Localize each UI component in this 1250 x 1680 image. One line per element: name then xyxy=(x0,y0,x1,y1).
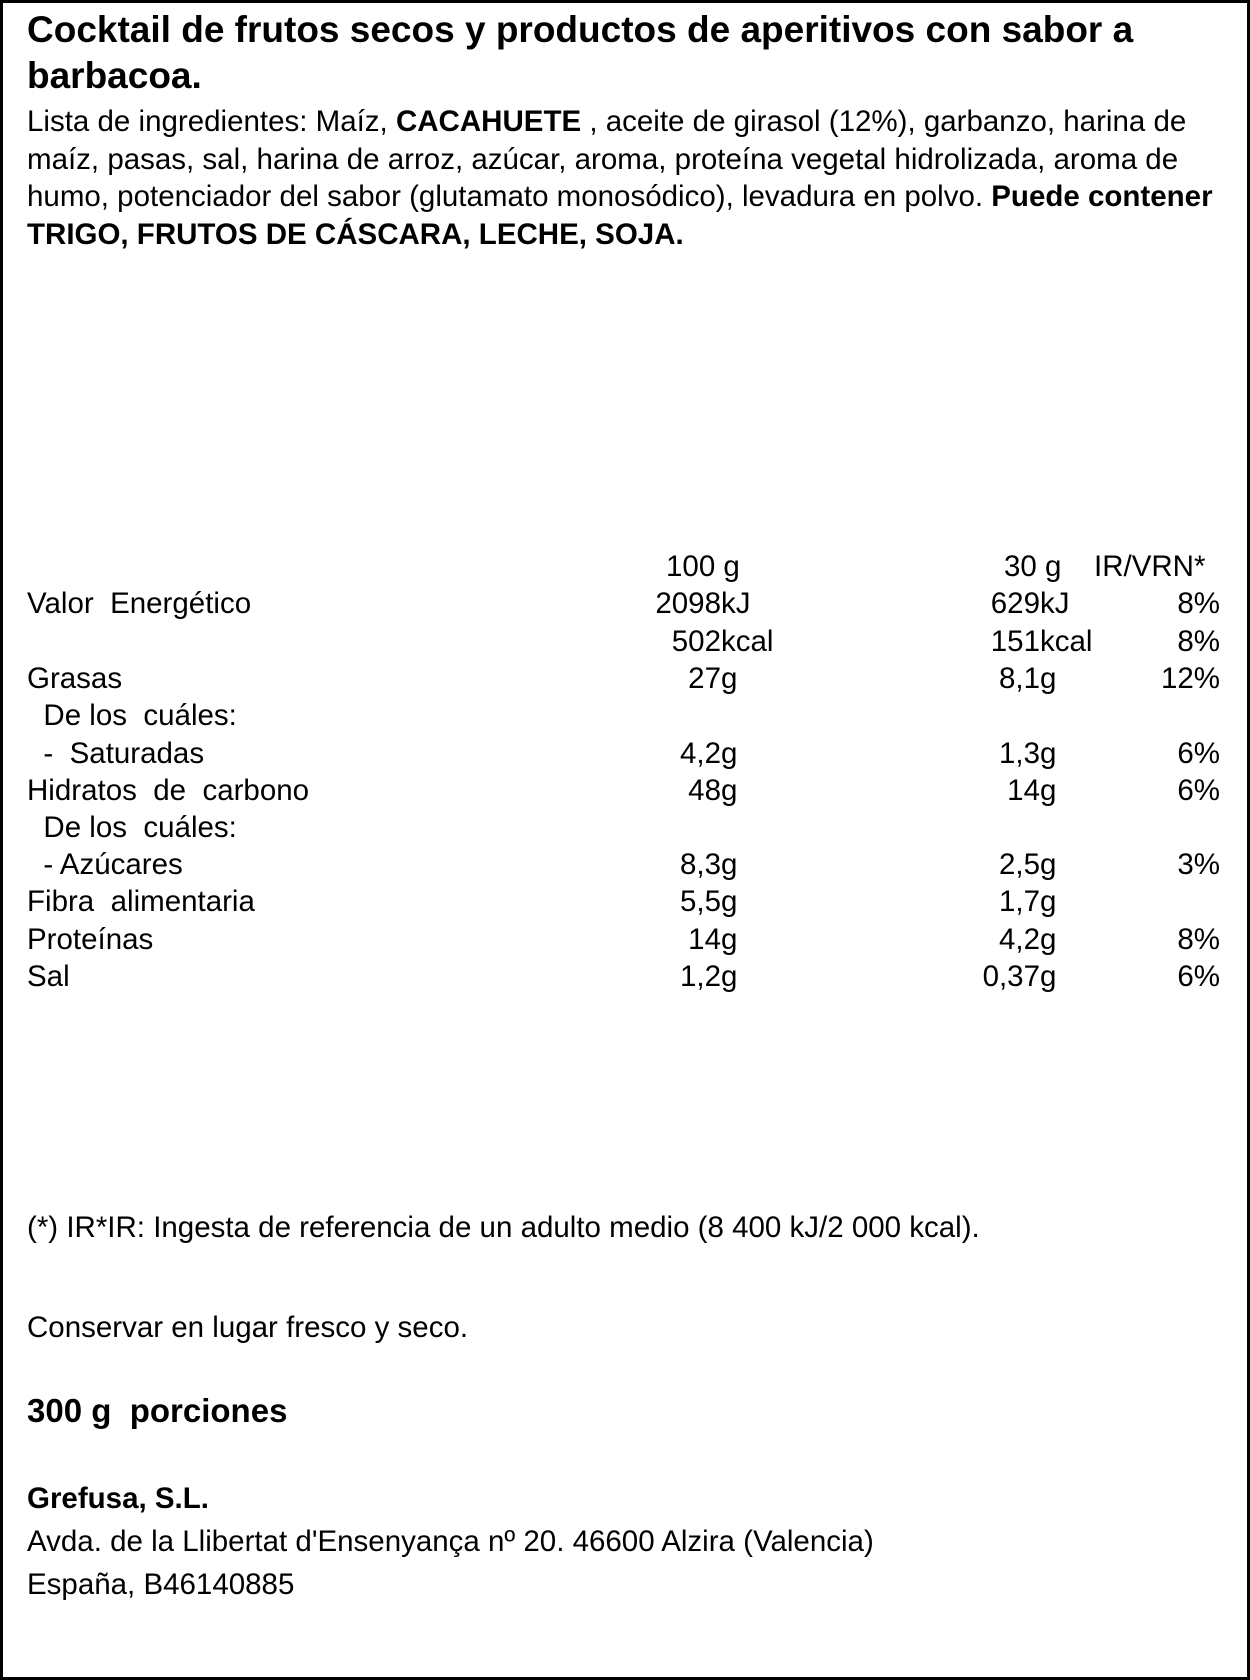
value-ir: 6% xyxy=(1177,737,1220,770)
value-30g: 629 xyxy=(990,587,1040,620)
unit-100g: g xyxy=(721,923,738,956)
product-title: Cocktail de frutos secos y productos de aperitivos con sabor a barbacoa. xyxy=(27,9,1134,96)
allergen-peanut: CACAHUETE xyxy=(395,105,582,138)
unit-30g: g xyxy=(1040,774,1057,807)
nutrition-row xyxy=(3,623,1250,660)
nutrient-label: Grasas xyxy=(27,662,123,695)
header-ir-vrn: IR/VRN* xyxy=(1094,550,1206,583)
nutrient-label: De los cuáles: xyxy=(27,699,237,732)
unit-30g: g xyxy=(1040,737,1057,770)
unit-100g: g xyxy=(721,960,738,993)
nutrient-label: De los cuáles: xyxy=(27,811,237,844)
value-30g: 8,1 xyxy=(998,662,1040,695)
value-30g: 1,7 xyxy=(998,885,1040,918)
value-ir: 8% xyxy=(1177,587,1220,620)
nutrition-row xyxy=(3,958,1250,995)
nutrition-row xyxy=(3,660,1250,697)
value-100g: 48 xyxy=(688,774,721,807)
nutrition-table xyxy=(3,3,1250,1003)
nutrition-row xyxy=(3,809,1250,846)
unit-100g: g xyxy=(721,848,738,881)
header-per-30g: 30 g xyxy=(1004,550,1062,583)
unit-30g: g xyxy=(1040,662,1057,695)
unit-100g: g xyxy=(721,737,738,770)
unit-30g: g xyxy=(1040,960,1057,993)
value-ir: 8% xyxy=(1177,923,1220,956)
unit-100g: kJ xyxy=(721,587,751,620)
unit-100g: g xyxy=(721,662,738,695)
value-30g: 1,3 xyxy=(998,737,1040,770)
nutrient-label: Proteínas xyxy=(27,923,154,956)
net-weight-portions: 300 g porciones xyxy=(27,1392,288,1429)
unit-100g: kcal xyxy=(721,625,774,658)
nutrition-header-row xyxy=(3,548,1250,585)
value-30g: 2,5 xyxy=(998,848,1040,881)
unit-30g: g xyxy=(1040,885,1057,918)
manufacturer-address: Avda. de la Llibertat d'Ensenyança nº 20. 46600 Alzira (Valencia) xyxy=(27,1525,874,1558)
value-100g: 27 xyxy=(688,662,721,695)
unit-30g: kcal xyxy=(1040,625,1093,658)
nutrient-label: - Azúcares xyxy=(27,848,183,881)
value-ir: 3% xyxy=(1177,848,1220,881)
value-100g: 1,2 xyxy=(679,960,721,993)
value-ir: 8% xyxy=(1177,625,1220,658)
nutrition-row xyxy=(3,735,1250,772)
value-100g: 8,3 xyxy=(679,848,721,881)
nutrition-row xyxy=(3,883,1250,920)
value-30g: 151 xyxy=(990,625,1040,658)
nutrition-row xyxy=(3,697,1250,734)
footnote: (*) IR*IR: Ingesta de referencia de un adulto medio (8 400 kJ/2 000 kcal). xyxy=(27,1211,980,1244)
value-ir: 6% xyxy=(1177,774,1220,807)
ingredients-rest: , aceite de girasol (12%), garbanzo, harina de maíz, pasas, sal, harina de arroz, azúcar, aroma, proteína vegetal hidrolizada, aroma de humo, potenciador del sabor (glutamato monosódico), levadura en polvo. xyxy=(27,105,1187,213)
value-30g: 14 xyxy=(1007,774,1040,807)
storage-instructions: Conservar en lugar fresco y seco. xyxy=(27,1311,469,1344)
nutrient-label: - Saturadas xyxy=(27,737,205,770)
value-100g: 4,2 xyxy=(679,737,721,770)
ingredients-prefix: Lista de ingredientes: Maíz, xyxy=(27,105,396,138)
value-100g: 5,5 xyxy=(679,885,721,918)
nutrition-row xyxy=(3,772,1250,809)
unit-30g: g xyxy=(1040,848,1057,881)
manufacturer-name: Grefusa, S.L. xyxy=(27,1482,209,1515)
unit-100g: g xyxy=(721,885,738,918)
value-30g: 0,37 xyxy=(982,960,1040,993)
nutrient-label: Hidratos de carbono xyxy=(27,774,310,807)
value-ir: 12% xyxy=(1160,662,1220,695)
nutrition-row xyxy=(3,846,1250,883)
header-per-100g: 100 g xyxy=(666,550,740,583)
value-ir: 6% xyxy=(1177,960,1220,993)
value-100g: 2098 xyxy=(655,587,721,620)
unit-30g: g xyxy=(1040,923,1057,956)
unit-100g: g xyxy=(721,774,738,807)
nutrition-row xyxy=(3,921,1250,958)
value-30g: 4,2 xyxy=(998,923,1040,956)
nutrition-row xyxy=(3,585,1250,622)
value-100g: 14 xyxy=(688,923,721,956)
may-contain-warning: Puede contener TRIGO, FRUTOS DE CÁSCARA, LECHE, SOJA. xyxy=(27,180,1213,251)
nutrient-label: Sal xyxy=(27,960,70,993)
nutrient-label: Valor Energético xyxy=(27,587,252,620)
value-100g: 502 xyxy=(671,625,721,658)
nutrient-label: Fibra alimentaria xyxy=(27,885,255,918)
unit-30g: kJ xyxy=(1040,587,1070,620)
manufacturer-country-cif: España, B46140885 xyxy=(27,1568,295,1601)
